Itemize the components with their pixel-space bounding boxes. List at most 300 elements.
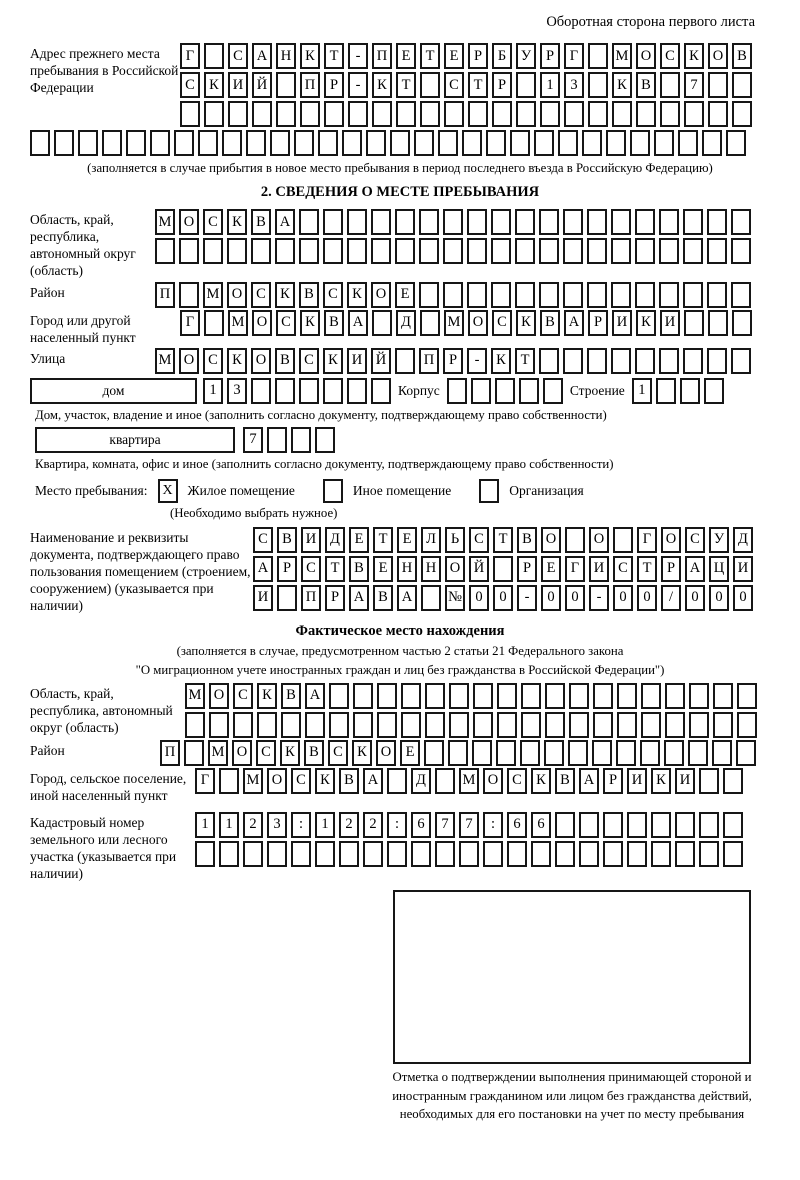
char-cell[interactable]: Е (395, 282, 415, 308)
char-cell[interactable]: С (233, 683, 253, 709)
char-cell[interactable] (251, 378, 271, 404)
char-cell[interactable] (281, 712, 301, 738)
char-cell[interactable]: 0 (565, 585, 585, 611)
char-cell[interactable] (443, 238, 463, 264)
char-cell[interactable]: 1 (540, 72, 560, 98)
char-cell[interactable] (209, 712, 229, 738)
char-cell[interactable]: 3 (227, 378, 247, 404)
char-cell[interactable] (372, 310, 392, 336)
char-cell[interactable] (588, 43, 608, 69)
char-cell[interactable] (155, 238, 175, 264)
char-cell[interactable] (252, 101, 272, 127)
char-cell[interactable] (219, 768, 239, 794)
char-cell[interactable]: К (352, 740, 372, 766)
char-cell[interactable] (420, 72, 440, 98)
char-cell[interactable]: К (257, 683, 277, 709)
char-cell[interactable] (565, 527, 585, 553)
char-cell[interactable]: О (708, 43, 728, 69)
char-cell[interactable] (555, 841, 575, 867)
char-cell[interactable] (656, 378, 676, 404)
char-cell[interactable] (713, 712, 733, 738)
char-cell[interactable] (588, 101, 608, 127)
char-cell[interactable] (544, 740, 564, 766)
char-cell[interactable]: Р (324, 72, 344, 98)
char-cell[interactable]: В (732, 43, 752, 69)
char-cell[interactable]: Т (325, 556, 345, 582)
char-cell[interactable] (421, 585, 441, 611)
char-cell[interactable]: К (516, 310, 536, 336)
char-cell[interactable]: Г (565, 556, 585, 582)
char-cell[interactable] (435, 768, 455, 794)
char-cell[interactable] (462, 130, 482, 156)
char-cell[interactable] (300, 101, 320, 127)
char-cell[interactable] (377, 683, 397, 709)
char-cell[interactable] (731, 348, 751, 374)
char-cell[interactable] (630, 130, 650, 156)
char-cell[interactable] (257, 712, 277, 738)
char-cell[interactable] (443, 209, 463, 235)
char-cell[interactable]: - (589, 585, 609, 611)
char-cell[interactable] (732, 310, 752, 336)
char-cell[interactable] (324, 101, 344, 127)
char-cell[interactable] (291, 427, 311, 453)
char-cell[interactable]: К (323, 348, 343, 374)
char-cell[interactable]: 0 (469, 585, 489, 611)
char-cell[interactable] (315, 427, 335, 453)
char-cell[interactable]: Д (411, 768, 431, 794)
char-cell[interactable]: В (281, 683, 301, 709)
char-cell[interactable]: Й (469, 556, 489, 582)
char-cell[interactable] (664, 740, 684, 766)
char-cell[interactable]: - (467, 348, 487, 374)
char-cell[interactable] (467, 209, 487, 235)
char-cell[interactable] (150, 130, 170, 156)
char-cell[interactable]: С (251, 282, 271, 308)
char-cell[interactable] (659, 238, 679, 264)
char-cell[interactable]: 1 (219, 812, 239, 838)
char-cell[interactable] (616, 740, 636, 766)
char-cell[interactable] (471, 378, 491, 404)
char-cell[interactable]: М (459, 768, 479, 794)
char-cell[interactable] (540, 101, 560, 127)
char-cell[interactable] (635, 209, 655, 235)
char-cell[interactable] (30, 130, 50, 156)
char-cell[interactable] (195, 841, 215, 867)
char-cell[interactable] (635, 238, 655, 264)
char-cell[interactable] (558, 130, 578, 156)
char-cell[interactable]: Р (325, 585, 345, 611)
char-cell[interactable] (180, 101, 200, 127)
char-cell[interactable]: В (373, 585, 393, 611)
char-cell[interactable]: К (227, 209, 247, 235)
char-cell[interactable]: Д (325, 527, 345, 553)
char-cell[interactable] (603, 812, 623, 838)
char-cell[interactable] (587, 209, 607, 235)
char-cell[interactable]: / (661, 585, 681, 611)
char-cell[interactable] (467, 282, 487, 308)
char-cell[interactable] (665, 683, 685, 709)
char-cell[interactable] (348, 101, 368, 127)
char-cell[interactable] (347, 378, 367, 404)
char-cell[interactable] (723, 841, 743, 867)
char-cell[interactable] (425, 712, 445, 738)
char-cell[interactable]: М (185, 683, 205, 709)
char-cell[interactable] (683, 238, 703, 264)
char-cell[interactable]: И (228, 72, 248, 98)
char-cell[interactable] (592, 740, 612, 766)
char-cell[interactable] (520, 740, 540, 766)
char-cell[interactable] (387, 841, 407, 867)
char-cell[interactable] (726, 130, 746, 156)
char-cell[interactable] (419, 282, 439, 308)
char-cell[interactable]: С (492, 310, 512, 336)
char-cell[interactable] (204, 101, 224, 127)
char-cell[interactable]: О (445, 556, 465, 582)
char-cell[interactable] (419, 209, 439, 235)
char-cell[interactable] (587, 282, 607, 308)
char-cell[interactable] (507, 841, 527, 867)
char-cell[interactable]: О (661, 527, 681, 553)
char-cell[interactable] (420, 310, 440, 336)
char-cell[interactable]: - (348, 72, 368, 98)
char-cell[interactable]: Г (637, 527, 657, 553)
char-cell[interactable]: 3 (267, 812, 287, 838)
char-cell[interactable] (708, 101, 728, 127)
char-cell[interactable]: А (579, 768, 599, 794)
char-cell[interactable] (204, 310, 224, 336)
char-cell[interactable] (521, 683, 541, 709)
char-cell[interactable]: К (491, 348, 511, 374)
char-cell[interactable] (569, 683, 589, 709)
char-cell[interactable]: О (179, 209, 199, 235)
char-cell[interactable]: С (228, 43, 248, 69)
char-cell[interactable] (683, 282, 703, 308)
char-cell[interactable] (339, 841, 359, 867)
char-cell[interactable] (291, 841, 311, 867)
char-cell[interactable] (704, 378, 724, 404)
char-cell[interactable]: - (348, 43, 368, 69)
char-cell[interactable] (323, 378, 343, 404)
char-cell[interactable] (699, 841, 719, 867)
char-cell[interactable] (611, 209, 631, 235)
char-cell[interactable] (276, 101, 296, 127)
char-cell[interactable] (371, 378, 391, 404)
char-cell[interactable] (606, 130, 626, 156)
char-cell[interactable] (603, 841, 623, 867)
char-cell[interactable]: 6 (531, 812, 551, 838)
char-cell[interactable]: И (627, 768, 647, 794)
char-cell[interactable]: В (304, 740, 324, 766)
char-cell[interactable] (593, 712, 613, 738)
char-cell[interactable]: П (155, 282, 175, 308)
char-cell[interactable]: 2 (363, 812, 383, 838)
char-cell[interactable]: С (256, 740, 276, 766)
char-cell[interactable] (347, 238, 367, 264)
char-cell[interactable]: С (203, 348, 223, 374)
char-cell[interactable] (323, 209, 343, 235)
char-cell[interactable]: Г (195, 768, 215, 794)
char-cell[interactable] (707, 238, 727, 264)
char-cell[interactable]: П (419, 348, 439, 374)
char-cell[interactable] (519, 378, 539, 404)
char-cell[interactable]: П (160, 740, 180, 766)
char-cell[interactable]: - (517, 585, 537, 611)
char-cell[interactable] (371, 238, 391, 264)
char-cell[interactable]: Б (492, 43, 512, 69)
char-cell[interactable]: 0 (637, 585, 657, 611)
char-cell[interactable]: О (251, 348, 271, 374)
char-cell[interactable] (267, 841, 287, 867)
char-cell[interactable]: К (300, 310, 320, 336)
char-cell[interactable] (411, 841, 431, 867)
char-cell[interactable]: К (315, 768, 335, 794)
char-cell[interactable] (497, 712, 517, 738)
char-cell[interactable]: 0 (613, 585, 633, 611)
char-cell[interactable] (323, 238, 343, 264)
char-cell[interactable] (491, 209, 511, 235)
char-cell[interactable]: Е (397, 527, 417, 553)
char-cell[interactable] (315, 841, 335, 867)
char-cell[interactable] (444, 101, 464, 127)
char-cell[interactable]: К (612, 72, 632, 98)
char-cell[interactable]: О (589, 527, 609, 553)
char-cell[interactable]: Т (396, 72, 416, 98)
char-cell[interactable] (684, 310, 704, 336)
char-cell[interactable]: Й (371, 348, 391, 374)
char-cell[interactable] (491, 238, 511, 264)
char-cell[interactable] (299, 209, 319, 235)
char-cell[interactable]: К (300, 43, 320, 69)
char-cell[interactable] (267, 427, 287, 453)
char-cell[interactable] (203, 238, 223, 264)
char-cell[interactable] (675, 841, 695, 867)
char-cell[interactable] (493, 556, 513, 582)
char-cell[interactable] (377, 712, 397, 738)
char-cell[interactable] (543, 378, 563, 404)
char-cell[interactable] (699, 812, 719, 838)
char-cell[interactable]: Г (564, 43, 584, 69)
char-cell[interactable]: О (227, 282, 247, 308)
char-cell[interactable] (659, 348, 679, 374)
char-cell[interactable] (635, 282, 655, 308)
char-cell[interactable] (185, 712, 205, 738)
char-cell[interactable]: А (397, 585, 417, 611)
char-cell[interactable] (683, 209, 703, 235)
char-cell[interactable] (636, 101, 656, 127)
char-cell[interactable]: К (347, 282, 367, 308)
char-cell[interactable] (617, 683, 637, 709)
char-cell[interactable]: № (445, 585, 465, 611)
char-cell[interactable] (299, 378, 319, 404)
char-cell[interactable]: И (660, 310, 680, 336)
char-cell[interactable]: Т (493, 527, 513, 553)
char-cell[interactable] (184, 740, 204, 766)
char-cell[interactable] (680, 378, 700, 404)
char-cell[interactable]: Т (324, 43, 344, 69)
char-cell[interactable]: 7 (435, 812, 455, 838)
char-cell[interactable] (731, 238, 751, 264)
char-cell[interactable] (294, 130, 314, 156)
char-cell[interactable] (219, 841, 239, 867)
char-cell[interactable]: Н (397, 556, 417, 582)
char-cell[interactable] (347, 209, 367, 235)
char-cell[interactable]: И (253, 585, 273, 611)
char-cell[interactable]: Д (396, 310, 416, 336)
char-cell[interactable] (472, 740, 492, 766)
char-cell[interactable]: С (276, 310, 296, 336)
char-cell[interactable] (702, 130, 722, 156)
char-cell[interactable] (539, 348, 559, 374)
char-cell[interactable] (651, 812, 671, 838)
char-cell[interactable] (617, 712, 637, 738)
char-cell[interactable] (449, 712, 469, 738)
char-cell[interactable]: О (376, 740, 396, 766)
char-cell[interactable]: П (300, 72, 320, 98)
char-cell[interactable] (593, 683, 613, 709)
char-cell[interactable]: Ь (445, 527, 465, 553)
char-cell[interactable] (641, 712, 661, 738)
char-cell[interactable] (318, 130, 338, 156)
char-cell[interactable] (371, 209, 391, 235)
char-cell[interactable] (568, 740, 588, 766)
char-cell[interactable] (396, 101, 416, 127)
char-cell[interactable] (675, 812, 695, 838)
char-cell[interactable] (569, 712, 589, 738)
char-cell[interactable] (723, 768, 743, 794)
char-cell[interactable] (179, 238, 199, 264)
char-cell[interactable]: Т (637, 556, 657, 582)
char-cell[interactable]: У (516, 43, 536, 69)
char-cell[interactable] (707, 282, 727, 308)
char-cell[interactable] (126, 130, 146, 156)
char-cell[interactable]: К (684, 43, 704, 69)
char-cell[interactable] (473, 712, 493, 738)
char-cell[interactable] (227, 238, 247, 264)
char-cell[interactable]: К (636, 310, 656, 336)
char-cell[interactable]: О (252, 310, 272, 336)
char-cell[interactable]: К (275, 282, 295, 308)
char-cell[interactable] (612, 101, 632, 127)
char-cell[interactable]: И (301, 527, 321, 553)
char-cell[interactable] (654, 130, 674, 156)
char-cell[interactable] (102, 130, 122, 156)
char-cell[interactable] (678, 130, 698, 156)
char-cell[interactable] (387, 768, 407, 794)
char-cell[interactable] (712, 740, 732, 766)
char-cell[interactable] (492, 101, 512, 127)
char-cell[interactable]: О (267, 768, 287, 794)
char-cell[interactable]: Т (420, 43, 440, 69)
char-cell[interactable]: Р (443, 348, 463, 374)
char-cell[interactable] (353, 712, 373, 738)
char-cell[interactable] (627, 812, 647, 838)
char-cell[interactable] (305, 712, 325, 738)
char-cell[interactable] (448, 740, 468, 766)
char-cell[interactable] (635, 348, 655, 374)
char-cell[interactable] (353, 683, 373, 709)
char-cell[interactable] (689, 712, 709, 738)
char-cell[interactable] (443, 282, 463, 308)
char-cell[interactable]: О (371, 282, 391, 308)
char-cell[interactable]: И (589, 556, 609, 582)
char-cell[interactable]: : (291, 812, 311, 838)
char-cell[interactable]: М (243, 768, 263, 794)
char-cell[interactable] (78, 130, 98, 156)
char-cell[interactable] (684, 101, 704, 127)
char-cell[interactable]: В (540, 310, 560, 336)
char-cell[interactable] (539, 282, 559, 308)
char-cell[interactable] (243, 841, 263, 867)
char-cell[interactable] (660, 72, 680, 98)
char-cell[interactable] (363, 841, 383, 867)
char-cell[interactable]: С (469, 527, 489, 553)
char-cell[interactable]: Р (517, 556, 537, 582)
char-cell[interactable]: О (179, 348, 199, 374)
char-cell[interactable]: К (651, 768, 671, 794)
char-cell[interactable]: 1 (315, 812, 335, 838)
char-cell[interactable]: : (483, 812, 503, 838)
char-cell[interactable] (582, 130, 602, 156)
char-cell[interactable]: К (227, 348, 247, 374)
char-cell[interactable] (483, 841, 503, 867)
char-cell[interactable]: Е (400, 740, 420, 766)
char-cell[interactable]: А (252, 43, 272, 69)
char-cell[interactable]: Р (661, 556, 681, 582)
char-cell[interactable]: 1 (203, 378, 223, 404)
char-cell[interactable]: Р (588, 310, 608, 336)
char-cell[interactable] (329, 683, 349, 709)
char-cell[interactable] (515, 238, 535, 264)
char-cell[interactable]: Р (277, 556, 297, 582)
char-cell[interactable]: М (208, 740, 228, 766)
char-cell[interactable] (587, 348, 607, 374)
char-cell[interactable]: Г (180, 43, 200, 69)
char-cell[interactable]: В (339, 768, 359, 794)
char-cell[interactable]: С (203, 209, 223, 235)
char-cell[interactable]: В (299, 282, 319, 308)
char-cell[interactable] (174, 130, 194, 156)
char-cell[interactable] (660, 101, 680, 127)
char-cell[interactable] (419, 238, 439, 264)
char-cell[interactable] (659, 209, 679, 235)
char-cell[interactable] (651, 841, 671, 867)
char-cell[interactable]: В (517, 527, 537, 553)
char-cell[interactable]: 0 (493, 585, 513, 611)
char-cell[interactable] (689, 683, 709, 709)
char-cell[interactable]: С (507, 768, 527, 794)
checkbox-inoe[interactable] (323, 479, 343, 503)
char-cell[interactable] (736, 740, 756, 766)
char-cell[interactable] (588, 72, 608, 98)
char-cell[interactable]: Т (515, 348, 535, 374)
char-cell[interactable]: М (444, 310, 464, 336)
char-cell[interactable]: М (612, 43, 632, 69)
char-cell[interactable] (564, 101, 584, 127)
char-cell[interactable]: С (253, 527, 273, 553)
char-cell[interactable] (401, 683, 421, 709)
char-cell[interactable] (563, 348, 583, 374)
char-cell[interactable]: О (483, 768, 503, 794)
char-cell[interactable] (329, 712, 349, 738)
char-cell[interactable]: К (372, 72, 392, 98)
char-cell[interactable]: В (251, 209, 271, 235)
char-cell[interactable]: Л (421, 527, 441, 553)
char-cell[interactable] (251, 238, 271, 264)
char-cell[interactable] (732, 72, 752, 98)
char-cell[interactable]: О (209, 683, 229, 709)
char-cell[interactable] (611, 238, 631, 264)
char-cell[interactable]: У (709, 527, 729, 553)
